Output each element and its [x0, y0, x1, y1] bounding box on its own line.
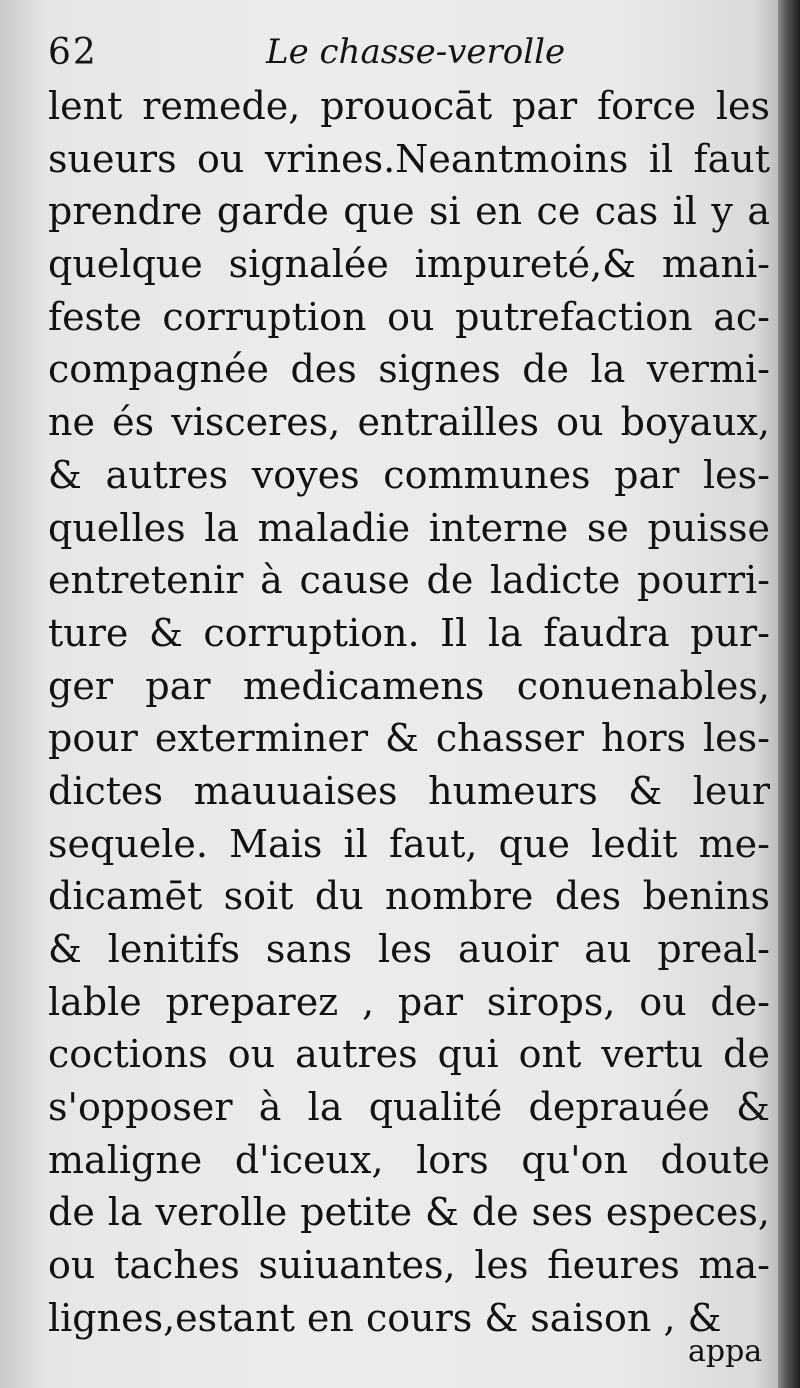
page-number: 62 — [48, 32, 98, 73]
text-line: ger par medicamens conuenables, — [48, 663, 770, 708]
text-line: lent remede, prouocāt par force les — [48, 84, 770, 128]
text-line: lable preparez , par sirops, ou de- — [48, 979, 770, 1024]
text-line: compagnée des signes de la vermi- — [48, 347, 770, 392]
book-edge — [778, 0, 800, 1388]
text-line: ou taches suiuantes, les fieures ma- — [48, 1243, 770, 1288]
text-line: prendre garde que si en ce cas il y a — [48, 189, 770, 234]
text-line: & autres voyes communes par les- — [48, 452, 770, 497]
text-line: feste corruption ou putrefaction ac- — [48, 294, 770, 339]
text-line: sequele. Mais il faut, que ledit me- — [48, 821, 770, 866]
text-line: ne és visceres, entrailles ou boyaux, — [48, 400, 770, 445]
page-header — [48, 28, 748, 88]
text-line: de la verolle petite & de ses especes, — [48, 1190, 770, 1235]
text-line: lignes,estant en cours & saison , & — [48, 1295, 722, 1340]
text-line: sueurs ou vrines.Neantmoins il faut — [48, 136, 770, 181]
text-line: dictes mauuaises humeurs & leur — [48, 768, 770, 813]
text-line: quelque signalée impureté,& mani- — [48, 242, 770, 287]
running-title: Le chasse-verolle — [266, 32, 566, 72]
text-line: dicamēt soit du nombre des benins — [48, 874, 770, 919]
text-line: quelles la maladie interne se puisse — [48, 505, 770, 550]
body-text — [48, 80, 770, 1345]
text-line: maligne d'iceux, lors qu'on doute — [48, 1137, 770, 1182]
text-line: coctions ou autres qui ont vertu de — [48, 1032, 770, 1077]
catchword: appa — [688, 1334, 763, 1369]
text-line: s'opposer à la qualité deprauée & — [48, 1085, 770, 1130]
text-line: pour exterminer & chasser hors les- — [48, 716, 770, 761]
text-line: & lenitifs sans les auoir au preal- — [48, 927, 770, 971]
text-line: entretenir à cause de ladicte pourri- — [48, 558, 770, 603]
text-line: ture & corruption. Il la faudra pur- — [48, 610, 770, 655]
